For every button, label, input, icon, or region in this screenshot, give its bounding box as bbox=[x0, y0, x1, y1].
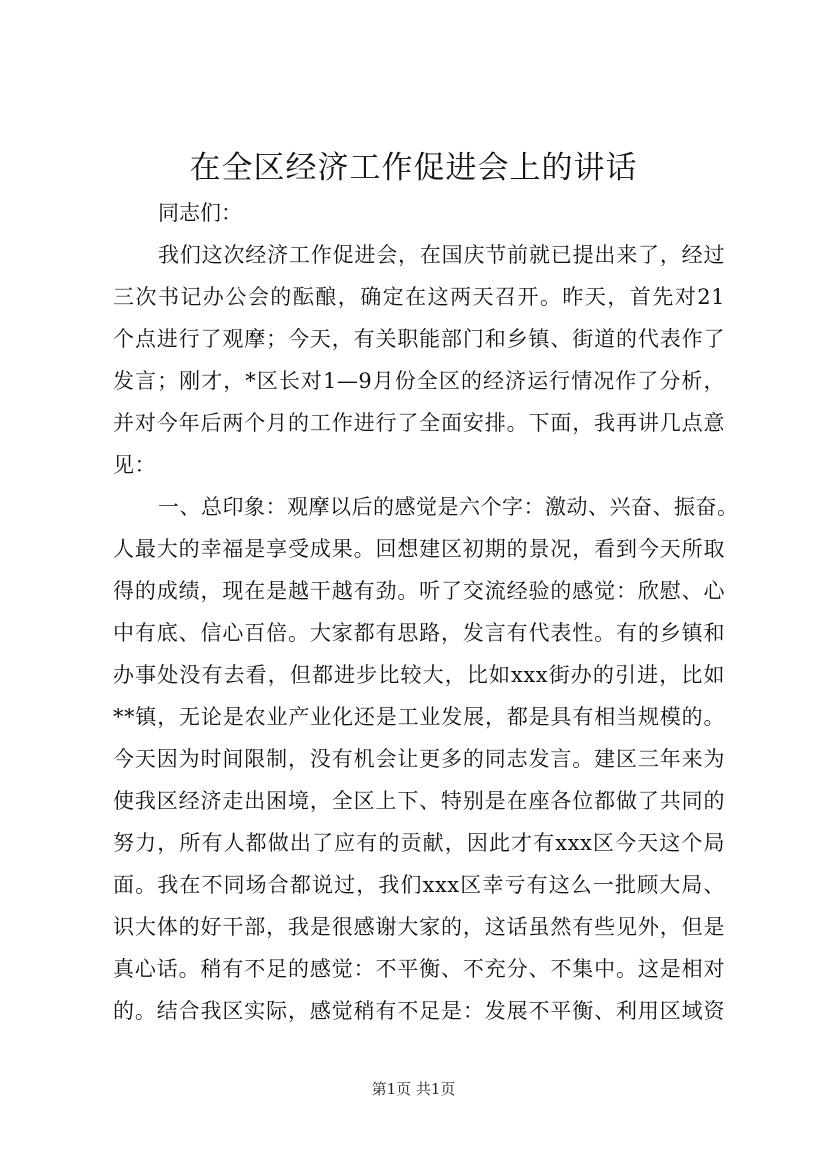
paragraph-line: 个点进行了观摩；今天，有关职能部门和乡镇、街道的代表作了 bbox=[113, 327, 725, 351]
paragraph-line: 面。我在不同场合都说过，我们xxx区幸亏有这么一批顾大局、 bbox=[113, 873, 725, 897]
paragraph-line: 使我区经济走出困境，全区上下、特别是在座各位都做了共同的 bbox=[113, 789, 725, 813]
paragraph-line: 我们这次经济工作促进会，在国庆节前就已提出来了，经过 bbox=[158, 243, 725, 267]
paragraph-line: 三次书记办公会的酝酿，确定在这两天召开。昨天，首先对21 bbox=[113, 285, 725, 309]
paragraph-line: 识大体的好干部，我是很感谢大家的，这话虽然有些见外，但是 bbox=[113, 915, 725, 939]
paragraph-line: 得的成绩，现在是越干越有劲。听了交流经验的感觉：欣慰、心 bbox=[113, 579, 725, 603]
paragraph-line: 的。结合我区实际，感觉稍有不足是：发展不平衡、利用区域资 bbox=[113, 999, 725, 1023]
paragraph-line: 发言；刚才，*区长对1—9月份全区的经济运行情况作了分析， bbox=[113, 369, 725, 393]
paragraph-line: 并对今年后两个月的工作进行了全面安排。下面，我再讲几点意 bbox=[113, 411, 725, 435]
paragraph-line: 真心话。稍有不足的感觉：不平衡、不充分、不集中。这是相对 bbox=[113, 957, 725, 981]
paragraph-line: 见： bbox=[113, 453, 156, 477]
paragraph-line: **镇，无论是农业产业化还是工业发展，都是具有相当规模的。 bbox=[113, 705, 725, 729]
paragraph-line: 办事处没有去看，但都进步比较大，比如xxx街办的引进，比如 bbox=[113, 663, 725, 687]
paragraph-line: 今天因为时间限制，没有机会让更多的同志发言。建区三年来为 bbox=[113, 747, 725, 771]
greeting: 同志们： bbox=[158, 201, 242, 225]
page-footer: 第1页 共1页 bbox=[371, 1080, 456, 1098]
paragraph-line: 一、总印象：观摩以后的感觉是六个字：激动、兴奋、振奋。 bbox=[158, 495, 739, 519]
document-title: 在全区经济工作促进会上的讲话 bbox=[189, 150, 638, 186]
paragraph-line: 中有底、信心百倍。大家都有思路，发言有代表性。有的乡镇和 bbox=[113, 621, 725, 645]
paragraph-line: 人最大的幸福是享受成果。回想建区初期的景况，看到今天所取 bbox=[113, 537, 725, 561]
paragraph-line: 努力，所有人都做出了应有的贡献，因此才有xxx区今天这个局 bbox=[113, 831, 725, 855]
